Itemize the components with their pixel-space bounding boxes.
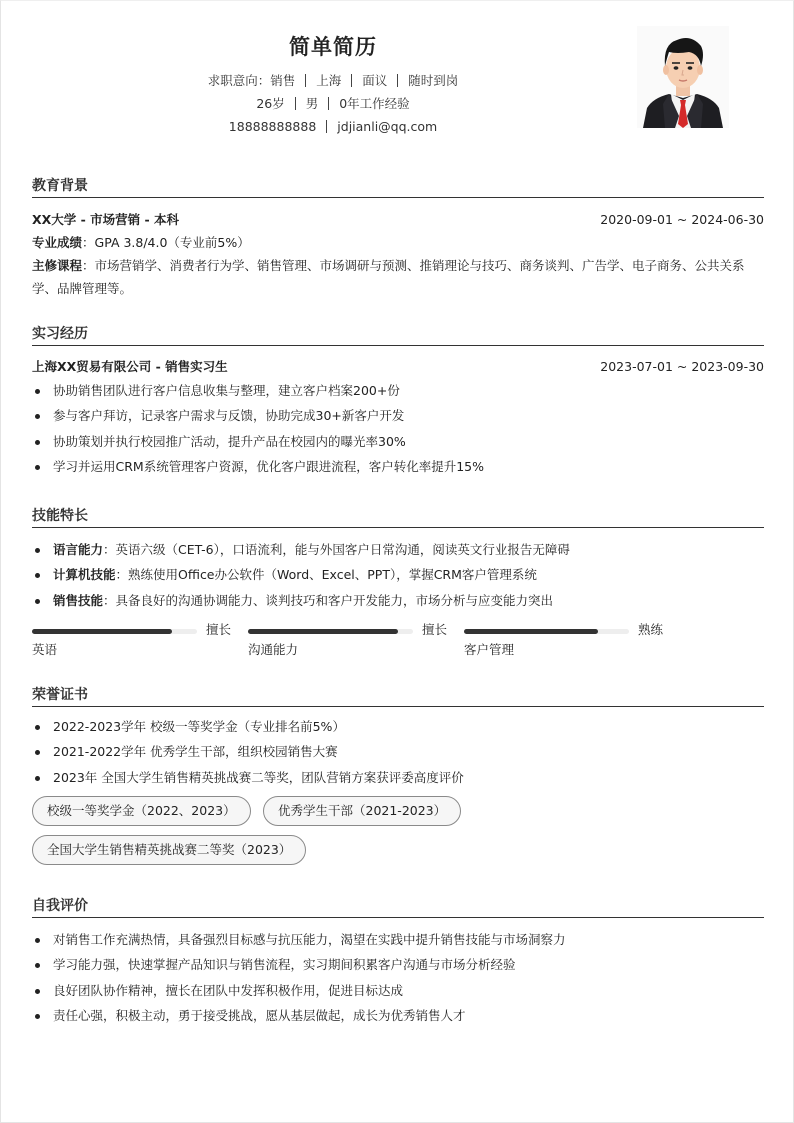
- divider: [328, 97, 329, 110]
- section-divider: [32, 706, 764, 708]
- list-item: 协助策划并执行校园推广活动，提升产品在校园内的曝光率30%: [32, 429, 764, 454]
- list-item: [32, 562, 764, 587]
- skill-label: 语言能力: [53, 542, 104, 557]
- internship-duties: [32, 378, 764, 479]
- section-divider: [32, 197, 764, 199]
- skill-track: [248, 629, 413, 634]
- skill-fill: [32, 629, 172, 634]
- divider: [351, 74, 352, 87]
- availability: 随时到岗: [408, 73, 459, 88]
- skills-section: [32, 499, 764, 666]
- section-header: [32, 678, 764, 707]
- divider: [326, 120, 327, 133]
- list-item: [32, 537, 764, 562]
- honors-list: [32, 714, 764, 790]
- skill-text: ：英语六级（CET-6），口语流利，能与外国客户日常沟通，阅读英文行业报告无障碍: [103, 542, 570, 557]
- divider: [305, 74, 306, 87]
- self-evaluation-list: [32, 927, 764, 1028]
- section-title: 荣誉证书: [32, 687, 88, 703]
- resume-header: [1, 1, 794, 151]
- avatar-portrait-icon: [637, 26, 729, 128]
- personal-info-line: [1, 95, 665, 113]
- section-header: [32, 317, 764, 346]
- skill-text: ：具备良好的沟通协调能力、谈判技巧和客户开发能力，市场分析与应变能力突出: [103, 592, 554, 608]
- divider: [295, 97, 296, 110]
- skill-label: 销售技能: [53, 592, 104, 608]
- age: 26岁: [256, 96, 285, 111]
- salary: 面议: [362, 73, 388, 88]
- phone: 18888888888: [228, 119, 317, 134]
- list-item: 学习能力强，快速掌握产品知识与销售流程，实习期间积累客户沟通与市场分析经验: [32, 952, 764, 977]
- honor-tag: 优秀学生干部（2021-2023）: [263, 796, 461, 826]
- list-item: 2023年 全国大学生销售精英挑战赛二等奖，团队营销方案获评委高度评价: [32, 765, 764, 790]
- list-item: 协助销售团队进行客户信息收集与整理，建立客户档案200+份: [32, 378, 764, 403]
- section-title: 实习经历: [32, 326, 88, 342]
- section-divider: [32, 345, 764, 347]
- internship-entry: [32, 355, 764, 378]
- section-title: 技能特长: [32, 508, 88, 524]
- skills-list: [32, 537, 764, 613]
- section-title: 教育背景: [32, 178, 88, 194]
- education-section: [32, 169, 764, 300]
- section-divider: [32, 527, 764, 529]
- list-item: 学习并运用CRM系统管理客户资源，优化客户跟进流程，客户转化率提升15%: [32, 454, 764, 479]
- skill-label: 计算机技能: [53, 567, 116, 583]
- list-item: 参与客户拜访，记录客户需求与反馈，协助完成30+新客户开发: [32, 403, 764, 428]
- list-item: 对销售工作充满热情，具备强烈目标感与抗压能力，渴望在实践中提升销售技能与市场洞察力: [32, 927, 764, 952]
- section-header: [32, 889, 764, 918]
- experience-years: 0年工作经验: [339, 96, 410, 111]
- courses-label: 主修课程: [32, 258, 83, 273]
- skill-track: [464, 629, 629, 634]
- skill-bar-customer-management: [464, 622, 680, 666]
- location: 上海: [316, 73, 342, 88]
- list-item: 2022-2023学年 校级一等奖学金（专业排名前5%）: [32, 714, 764, 739]
- internship-section: [32, 317, 764, 479]
- education-entry: [32, 208, 764, 231]
- self-evaluation-section: [32, 889, 764, 1028]
- honor-tag: 校级一等奖学金（2022、2023）: [32, 796, 251, 826]
- skill-fill: [248, 629, 398, 634]
- skill-text: ：熟练使用Office办公软件（Word、Excel、PPT），掌握CRM客户管理系统: [115, 567, 537, 583]
- skill-bar-communication: [248, 622, 464, 666]
- skill-track: [32, 629, 197, 634]
- section-header: [32, 499, 764, 528]
- section-header: [32, 169, 764, 198]
- courses-line: [32, 254, 764, 300]
- avatar: [637, 26, 729, 128]
- skill-fill: [464, 629, 598, 634]
- skill-bar-english: [32, 622, 248, 666]
- email: jdjianli@qq.com: [337, 119, 438, 134]
- list-item: [32, 588, 764, 613]
- job-intent-line: [1, 72, 665, 90]
- section-title: 自我评价: [32, 898, 88, 914]
- job-intent: 求职意向：销售: [207, 73, 296, 88]
- resume-title: 简单简历: [289, 35, 377, 59]
- honors-section: [32, 678, 764, 857]
- gpa-label: 专业成绩: [32, 235, 83, 250]
- skill-name: 英语: [32, 641, 58, 657]
- skill-level: 熟练: [638, 621, 664, 637]
- skill-level: 擅长: [422, 621, 448, 637]
- divider: [397, 74, 398, 87]
- company-role: 上海XX贸易有限公司 - 销售实习生: [32, 359, 228, 374]
- gpa-value: ：GPA 3.8/4.0（专业前5%）: [82, 235, 250, 250]
- school-major-degree: XX大学 - 市场营销 - 本科: [32, 212, 180, 227]
- honor-tag: 全国大学生销售精英挑战赛二等奖（2023）: [32, 835, 306, 865]
- list-item: 良好团队协作精神，擅长在团队中发挥积极作用，促进目标达成: [32, 978, 764, 1003]
- internship-date: 2023-07-01 ~ 2023-09-30: [600, 359, 764, 374]
- list-item: 2021-2022学年 优秀学生干部，组织校园销售大赛: [32, 739, 764, 764]
- skill-bars: [32, 622, 764, 666]
- gender: 男: [305, 96, 319, 111]
- courses-value: ：市场营销学、消费者行为学、销售管理、市场调研与预测、推销理论与技巧、商务谈判、广告学、电子商务、公共关系学、品牌管理等。: [32, 258, 745, 296]
- list-item: 责任心强，积极主动，勇于接受挑战，愿从基层做起，成长为优秀销售人才: [32, 1003, 764, 1028]
- education-date: 2020-09-01 ~ 2024-06-30: [600, 212, 764, 227]
- contact-line: [1, 118, 665, 136]
- skill-name: 沟通能力: [248, 641, 299, 657]
- skill-level: 擅长: [206, 621, 232, 637]
- skill-name: 客户管理: [464, 641, 515, 657]
- gpa-line: [32, 231, 764, 254]
- section-divider: [32, 917, 764, 919]
